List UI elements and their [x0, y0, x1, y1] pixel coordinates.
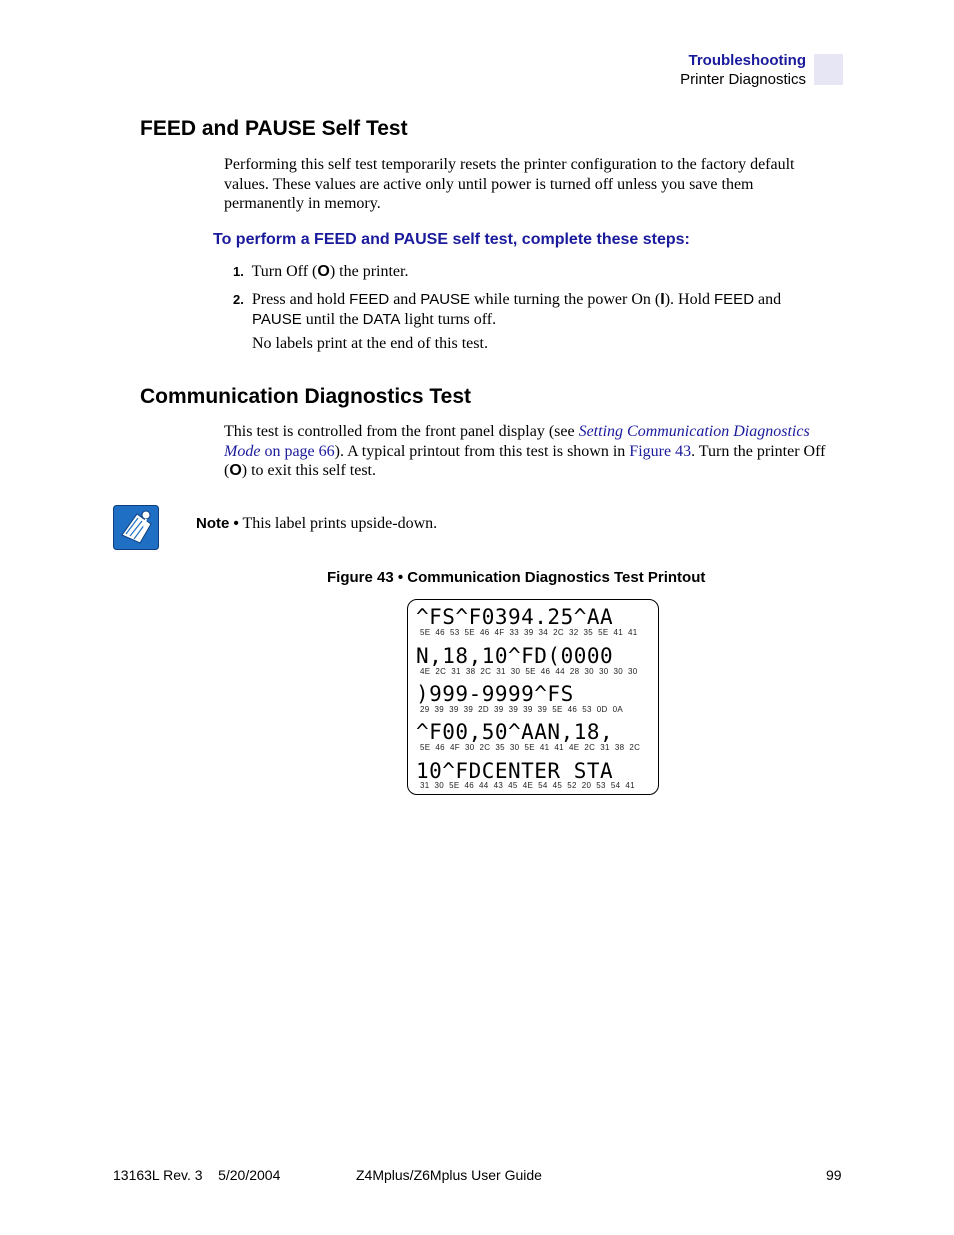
step-text: until the: [301, 310, 363, 328]
header-section-title: Troubleshooting: [688, 52, 806, 69]
step-text: and: [389, 291, 421, 308]
note-label: Note •: [196, 515, 239, 532]
printout-line: )999-9999^FS: [416, 682, 574, 706]
printout-line: 10^FDCENTER STA: [416, 759, 614, 783]
feed-pause-intro: Performing this self test temporarily resets the printer configuration to the factory default values. These values are active only until power is turned off unless you save them permanently in memory.: [224, 156, 795, 212]
test-printout: [407, 599, 659, 795]
note-text: This label prints upside-down.: [238, 515, 438, 532]
body-text: ) to exit this self test.: [241, 462, 376, 479]
step-text: while turning the power On (: [470, 291, 661, 308]
step-text: Turn Off (: [251, 263, 318, 280]
step-number: 2.: [233, 292, 244, 307]
step-text: ) the printer.: [329, 263, 409, 280]
figure-43-link[interactable]: Figure 43: [629, 442, 692, 460]
body-text: . Turn the printer Off (: [224, 442, 826, 479]
footer-page-number: 99: [826, 1167, 842, 1183]
printout-line: ^F00,50^AAN,18,: [416, 720, 614, 744]
printout-hex: 4E 2C 31 38 2C 31 30 5E 46 44 28 30 30 30 30: [420, 667, 638, 676]
printout-hex: 5E 46 4F 30 2C 35 30 5E 41 41 4E 2C 31 38 2C: [420, 743, 641, 752]
figure-caption: Figure 43 • Communication Diagnostics Test Printout: [327, 569, 706, 586]
header-subsection-title: Printer Diagnostics: [680, 71, 806, 88]
printout-hex: 31 30 5E 46 44 43 45 4E 54 45 52 20 53 54 41: [420, 781, 635, 790]
key-feed: FEED: [714, 291, 755, 308]
step-1: [233, 262, 408, 282]
body-text: This test is controlled from the front panel display (see: [224, 423, 579, 440]
key-feed: FEED: [349, 291, 390, 308]
step-number: 1.: [233, 264, 244, 279]
step-text: light turns off.: [400, 310, 497, 328]
procedure-heading: To perform a FEED and PAUSE self test, complete these steps:: [213, 231, 690, 248]
power-off-symbol: O: [229, 462, 242, 479]
step-text: Press and hold: [251, 291, 350, 308]
note: [196, 514, 437, 534]
key-pause: PAUSE: [252, 310, 302, 328]
key-pause: PAUSE: [420, 291, 471, 308]
power-on-symbol: I: [660, 291, 665, 308]
printout-hex: 5E 46 53 5E 46 4F 33 39 34 2C 32 35 5E 41 41: [420, 628, 638, 637]
printout-line: N,18,10^FD(0000: [416, 644, 614, 668]
comm-diag-heading: Communication Diagnostics Test: [140, 385, 471, 408]
printout-hex: 29 39 39 39 2D 39 39 39 39 5E 46 53 0D 0A: [420, 705, 623, 714]
step-2: [233, 290, 833, 329]
setting-comm-diag-link[interactable]: Setting Communication Diagnostics Mode: [224, 423, 810, 460]
step-text: ). Hold: [664, 291, 715, 308]
power-off-symbol: O: [317, 263, 330, 280]
footer-doc-revision: 13163L Rev. 3 5/20/2004: [113, 1167, 281, 1183]
feed-pause-heading: FEED and PAUSE Self Test: [140, 117, 408, 140]
comm-diag-intro: [224, 422, 844, 481]
note-icon: [113, 505, 159, 550]
indicator-data: DATA: [362, 310, 401, 328]
body-text: ). A typical printout from this test is shown in: [334, 442, 630, 460]
header-tab-marker: [814, 54, 843, 85]
step-text: and: [754, 291, 782, 308]
printout-line: ^FS^F0394.25^AA: [416, 605, 614, 629]
page-66-link[interactable]: on page 66: [260, 442, 335, 460]
step-2-note: No labels print at the end of this test.: [252, 335, 488, 352]
footer-guide-title: Z4Mplus/Z6Mplus User Guide: [356, 1167, 542, 1183]
